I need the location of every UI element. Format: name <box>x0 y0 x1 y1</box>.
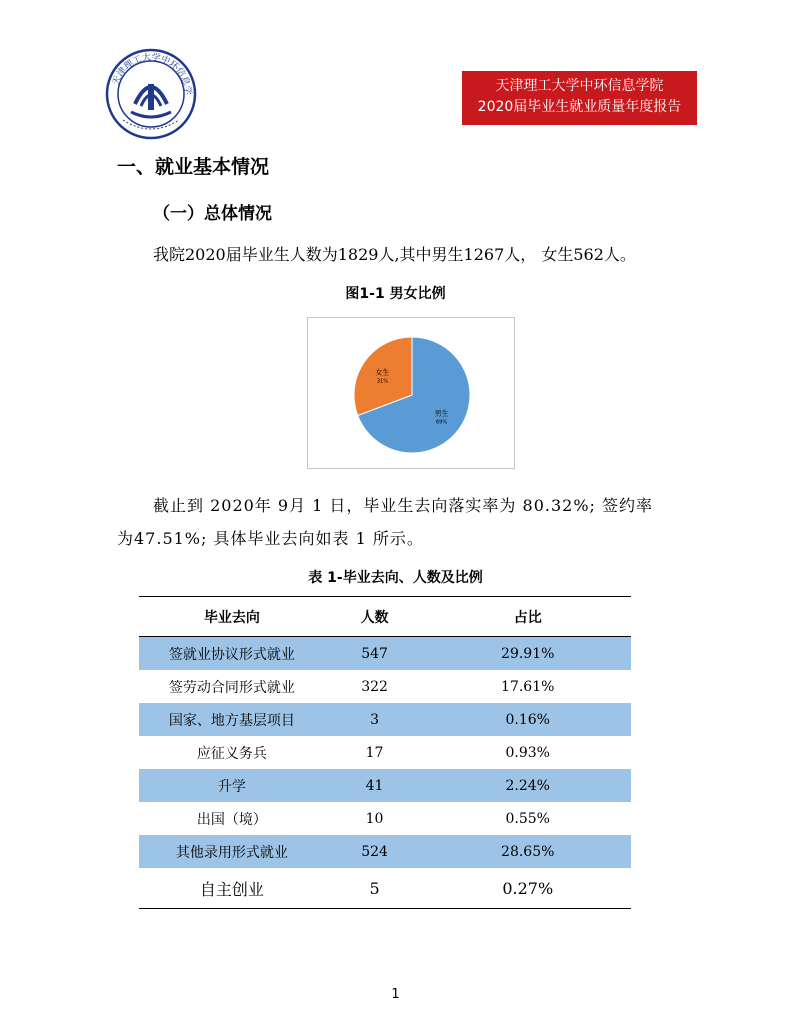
placement-paragraph-line-1: 截止到 2020年 9月 1 日，毕业生去向落实率为 80.32%; 签约率 <box>153 496 653 515</box>
cell-destination: 升学 <box>139 769 325 802</box>
pie-label-name: 男生 <box>434 409 449 418</box>
cell-destination: 国家、地方基层项目 <box>139 703 325 736</box>
header-line-2: 2020届毕业生就业质量年度报告 <box>477 99 682 115</box>
table-row <box>139 835 631 868</box>
cell-ratio: 0.27% <box>424 868 631 909</box>
cell-count: 10 <box>365 810 384 827</box>
table-row <box>139 769 631 802</box>
cell-destination: 应征义务兵 <box>196 745 267 762</box>
cell-count: 5 <box>325 868 425 909</box>
pie-chart-svg <box>308 318 516 470</box>
cell-count: 3 <box>325 703 425 736</box>
cell-destination: 签就业协议形式就业 <box>139 637 325 671</box>
school-seal-icon <box>105 48 197 140</box>
cell-count: 41 <box>325 769 425 802</box>
cell-destination: 出国（境） <box>196 811 267 828</box>
table-row <box>139 736 631 769</box>
table-row <box>139 703 631 736</box>
table-row <box>139 868 631 909</box>
header-count: 人数 <box>325 597 425 637</box>
cell-ratio: 17.61% <box>501 678 555 695</box>
table-header-row <box>139 597 631 637</box>
cell-ratio: 29.91% <box>424 637 631 671</box>
header-destination: 毕业去向 <box>139 597 325 637</box>
svg-text:天津理工大学中环信息学院: 天津理工大学中环信息学 <box>111 52 193 96</box>
pie-label-percent: 31% <box>376 378 388 385</box>
cell-count: 17 <box>365 744 384 761</box>
table-row <box>139 802 631 835</box>
cell-destination: 其他录用形式就业 <box>139 835 325 868</box>
destination-table <box>139 596 631 909</box>
cell-count: 322 <box>361 678 388 695</box>
cell-count: 547 <box>325 637 425 671</box>
cell-destination: 签劳动合同形式就业 <box>168 679 295 696</box>
pie-label-percent: 69% <box>436 419 448 426</box>
cell-ratio: 0.55% <box>505 810 550 827</box>
table-row <box>139 670 631 703</box>
subsection-heading: （一）总体情况 <box>153 204 272 224</box>
school-logo <box>105 48 197 140</box>
cell-ratio: 0.16% <box>424 703 631 736</box>
placement-paragraph-line-2: 为47.51%; 具体毕业去向如表 1 所示。 <box>117 529 424 548</box>
cell-destination: 自主创业 <box>139 868 325 909</box>
table-caption: 表 1-毕业去向、人数及比例 <box>308 570 483 586</box>
header-ratio: 占比 <box>424 597 631 637</box>
cell-count: 524 <box>325 835 425 868</box>
figure-caption: 图1-1 男女比例 <box>345 286 446 302</box>
pie-label-name: 女生 <box>375 368 390 377</box>
gender-pie-chart <box>307 317 515 469</box>
report-header-banner <box>462 71 697 125</box>
table-row <box>139 637 631 671</box>
summary-paragraph: 我院2020届毕业生人数为1829人,其中男生1267人， 女生562人。 <box>153 245 636 264</box>
cell-ratio: 0.93% <box>505 744 550 761</box>
header-line-1: 天津理工大学中环信息学院 <box>495 78 664 94</box>
page-number: 1 <box>391 987 400 1002</box>
cell-ratio: 28.65% <box>424 835 631 868</box>
section-heading: 一、就业基本情况 <box>117 156 270 178</box>
cell-ratio: 2.24% <box>424 769 631 802</box>
